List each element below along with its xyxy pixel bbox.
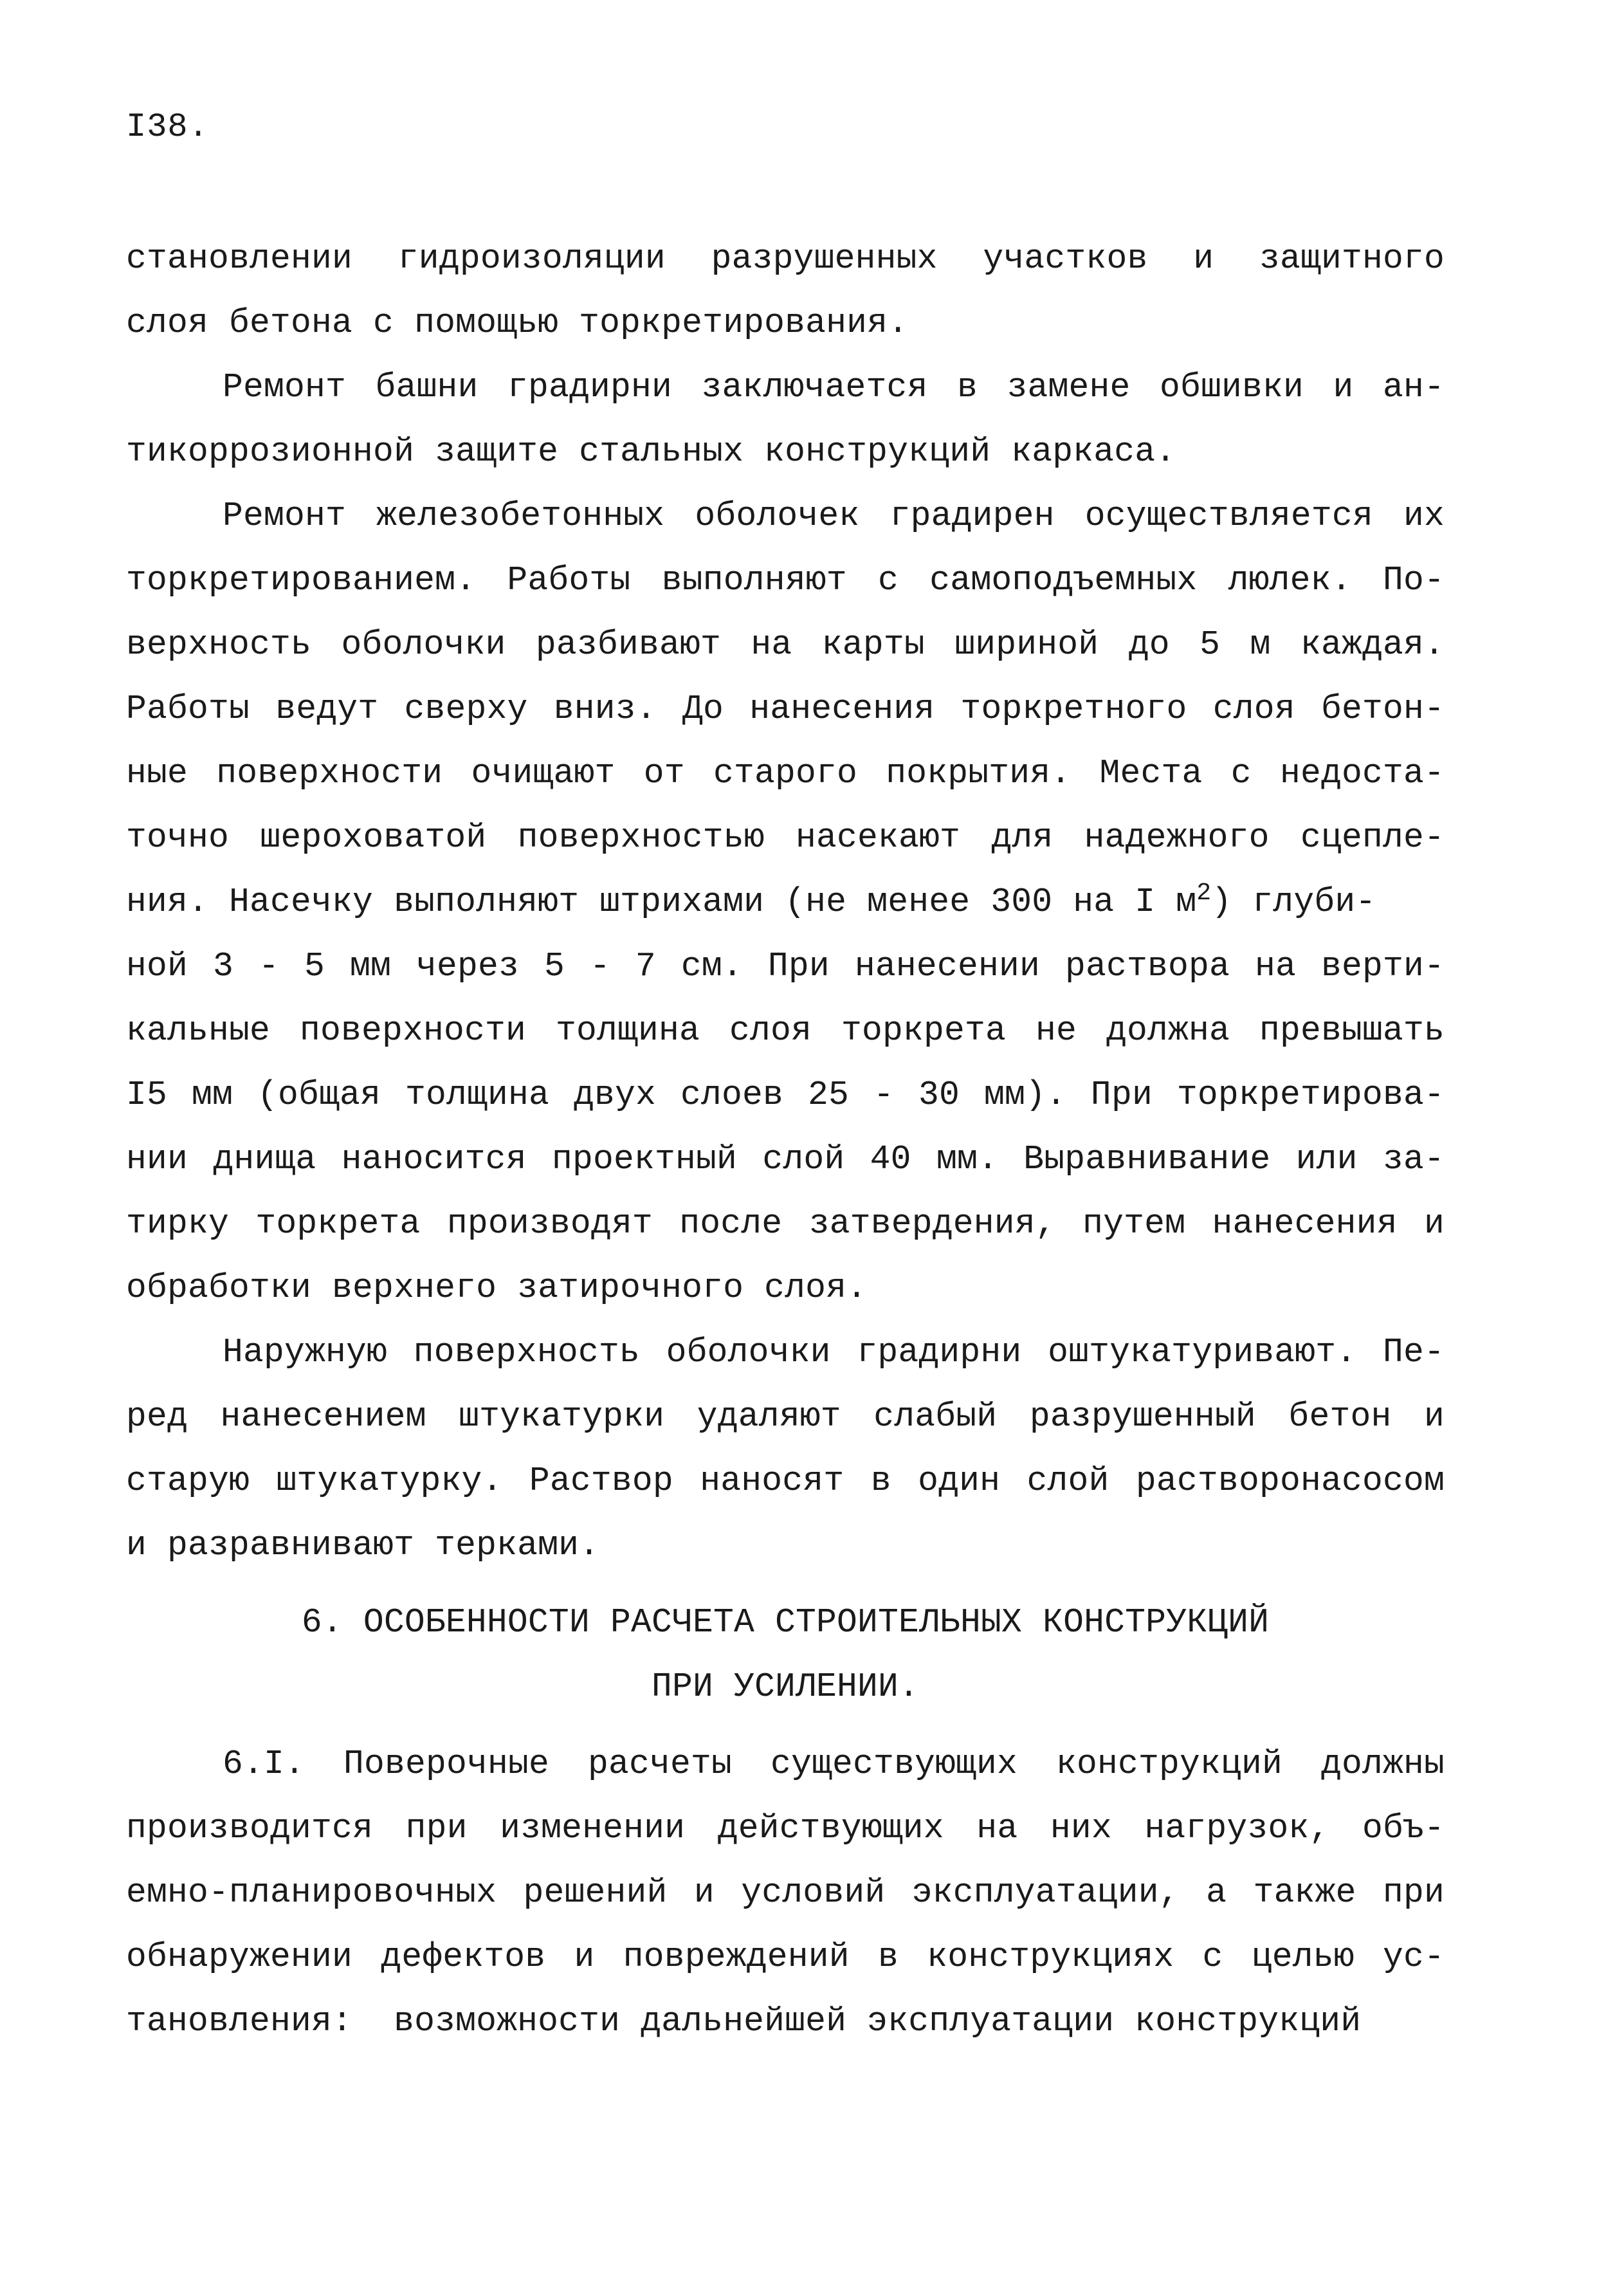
paragraph-line: торкретированием. Работы выполняют с самоподъемных люлек. По- — [126, 561, 1445, 600]
section-heading: 6. ОСОБЕННОСТИ РАСЧЕТА СТРОИТЕЛЬНЫХ КОНСТРУКЦИЙ — [301, 1603, 1270, 1642]
paragraph-line-with-superscript — [126, 870, 1445, 934]
body-text — [126, 226, 1445, 2053]
paragraph-line: кальные поверхности толщина слоя торкрета не должна превышать — [126, 1011, 1445, 1050]
paragraph-line: тикоррозионной защите стальных конструкций каркаса. — [126, 432, 1176, 471]
paragraph-line: верхность оболочки разбивают на карты шириной до 5 м каждая. — [126, 625, 1445, 664]
page-number: I38. — [126, 108, 209, 146]
line-text: ния. Насечку выполняют штрихами (не менее 300 на I м — [126, 883, 1197, 921]
paragraph-line: Работы ведут сверху вниз. До нанесения торкретного слоя бетон- — [126, 690, 1445, 728]
paragraph-line: ред нанесением штукатурки удаляют слабый разрушенный бетон и — [126, 1397, 1445, 1436]
paragraph-line: точно шероховатой поверхностью насекают для надежного сцепле- — [126, 818, 1445, 857]
paragraph-line: тирку торкрета производят после затвердения, путем нанесения и — [126, 1204, 1445, 1243]
paragraph-line: I5 мм (общая толщина двух слоев 25 - 30 мм). При торкретирова- — [126, 1076, 1445, 1114]
paragraph-line: и разравнивают терками. — [126, 1526, 600, 1565]
superscript: 2 — [1196, 879, 1212, 907]
paragraph-line: ной 3 - 5 мм через 5 - 7 см. При нанесении раствора на верти- — [126, 947, 1445, 986]
section-heading: ПРИ УСИЛЕНИИ. — [651, 1667, 920, 1706]
paragraph-line: производится при изменении действующих на них нагрузок, объ- — [126, 1809, 1445, 1848]
paragraph-line: Ремонт башни градирни заключается в замене обшивки и ан- — [223, 368, 1445, 407]
paragraph-line: Наружную поверхность оболочки градирни оштукатуривают. Пе- — [223, 1333, 1445, 1372]
paragraph-line: старую штукатурку. Раствор наносят в один слой растворонасосом — [126, 1462, 1445, 1500]
paragraph-line: становлении гидроизоляции разрушенных участков и защитного — [126, 239, 1445, 278]
paragraph-line: обнаружении дефектов и повреждений в конструкциях с целью ус- — [126, 1938, 1445, 1976]
paragraph-line: емно-планировочных решений и условий эксплуатации, а также при — [126, 1873, 1445, 1912]
paragraph-line: ные поверхности очищают от старого покрытия. Места с недоста- — [126, 754, 1445, 793]
paragraph-line: слоя бетона с помощью торкретирования. — [126, 304, 909, 342]
paragraph-line: тановления: возможности дальнейшей эксплуатации конструкций — [126, 2002, 1362, 2041]
line-text: ) глуби- — [1211, 883, 1376, 921]
paragraph-line: нии днища наносится проектный слой 40 мм. Выравнивание или за- — [126, 1140, 1445, 1179]
paragraph-line: Ремонт железобетонных оболочек градирен осуществляется их — [223, 497, 1445, 535]
paragraph-line: обработки верхнего затирочного слоя. — [126, 1269, 868, 1307]
paragraph-line: 6.I. Поверочные расчеты существующих конструкций должны — [223, 1745, 1445, 1783]
